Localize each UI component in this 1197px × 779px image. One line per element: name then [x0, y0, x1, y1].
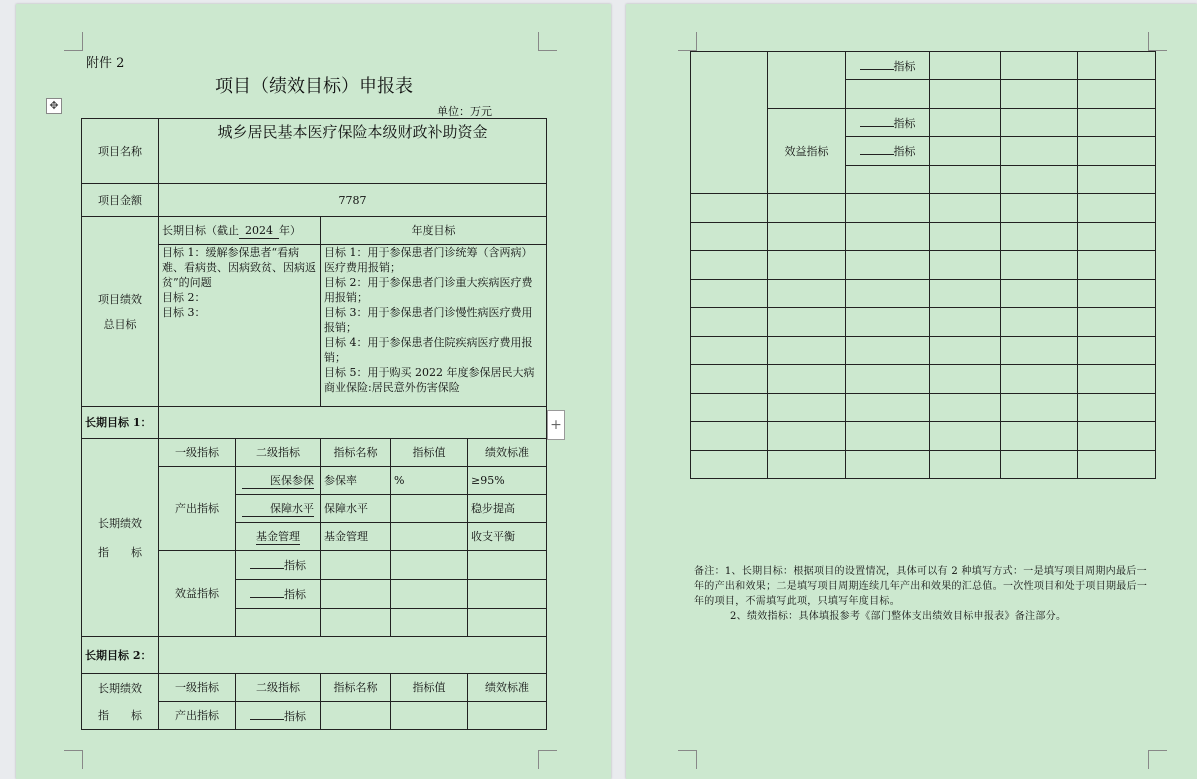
cell[interactable]: [1001, 166, 1078, 194]
cell[interactable]: [1078, 308, 1156, 337]
cell[interactable]: [1001, 308, 1078, 337]
cell[interactable]: [846, 394, 930, 422]
output-indicator-label: 产出指标: [159, 702, 236, 730]
cell[interactable]: [1078, 52, 1156, 80]
indicator-name[interactable]: [321, 702, 391, 730]
long-term-goal-2-value[interactable]: [159, 637, 547, 674]
indicator-value[interactable]: [391, 551, 468, 580]
project-name-value[interactable]: 城乡居民基本医疗保险本级财政补助资金: [159, 119, 547, 184]
indicator-suffix: 指标: [284, 588, 306, 601]
long-goal-3: 目标 3：: [162, 306, 206, 319]
cell[interactable]: [1078, 166, 1156, 194]
long-term-year[interactable]: 2024: [239, 223, 279, 239]
cell[interactable]: [1001, 280, 1078, 308]
add-row-icon[interactable]: +: [547, 410, 565, 440]
cell[interactable]: [846, 80, 930, 109]
crop-mark: [1148, 32, 1167, 51]
indicator-suffix: 指标: [893, 145, 916, 158]
annual-goal-3: 目标 3：用于参保患者门诊慢性病医疗费用报销；: [324, 306, 533, 334]
cell[interactable]: [930, 308, 1001, 337]
col-header: 一级指标: [159, 674, 236, 702]
footnote-2: 2、绩效指标：具体填报参考《部门整体支出绩效目标申报表》备注部分。: [730, 611, 1067, 622]
cell[interactable]: [768, 280, 846, 308]
indicator-name[interactable]: [321, 609, 391, 637]
continuation-table: [690, 51, 1156, 479]
long-term-header: [159, 217, 321, 245]
indicator-label-2: [82, 674, 159, 730]
cell[interactable]: [1078, 251, 1156, 280]
cell[interactable]: [1078, 223, 1156, 251]
cell[interactable]: [846, 251, 930, 280]
col-header: 指标名称: [321, 674, 391, 702]
cell[interactable]: [1001, 394, 1078, 422]
performance-standard[interactable]: [468, 609, 547, 637]
amount-label: 项目金额: [82, 184, 159, 217]
annual-goal-2: 目标 2：用于参保患者门诊重大疾病医疗费用报销；: [324, 276, 533, 304]
second-indicator: 医保参保: [242, 473, 314, 489]
output-indicator-label: 产出指标: [159, 467, 236, 551]
cell[interactable]: [1078, 109, 1156, 137]
benefit-indicator-label: 效益指标: [768, 109, 846, 194]
cell[interactable]: [930, 365, 1001, 394]
crop-mark: [64, 32, 83, 51]
footnote-1: 备注：1、长期目标：根据项目的设置情况，具体可以有 2 种填写方式：一是填写项目周期内最后一年的产出和效果；二是填写项目周期连续几年产出和效果的汇总值。一次性项目和处于项目期最后一年的项目，不需填写此项，只填写年度目标。: [694, 566, 1148, 607]
crop-mark: [538, 750, 557, 769]
second-indicator: 保障水平: [242, 501, 314, 517]
indicator-name[interactable]: 保障水平: [321, 495, 391, 523]
long-goal-1: 目标 1：缓解参保患者“看病难、看病贵、因病致贫、因病返贫”的问题: [162, 246, 316, 289]
cell[interactable]: [930, 422, 1001, 451]
second-indicator: 基金管理: [256, 529, 300, 543]
cell[interactable]: [1078, 80, 1156, 109]
long-term-goal-2-label: 长期目标 2：: [82, 637, 159, 674]
cell[interactable]: [691, 422, 768, 451]
cell[interactable]: [1001, 52, 1078, 80]
col-header: 二级指标: [236, 674, 321, 702]
indicator-value[interactable]: %: [391, 467, 468, 495]
cell[interactable]: [691, 223, 768, 251]
unit-label: 单位：万元: [437, 105, 492, 118]
col-header: 绩效标准: [468, 439, 547, 467]
benefit-indicator-label: 效益指标: [159, 551, 236, 637]
cell[interactable]: [930, 394, 1001, 422]
second-indicator-cell[interactable]: [236, 702, 321, 730]
cell[interactable]: [1001, 194, 1078, 223]
cell[interactable]: [846, 365, 930, 394]
cell[interactable]: [930, 337, 1001, 365]
cell[interactable]: [1001, 337, 1078, 365]
table-move-handle-icon[interactable]: ✥: [46, 98, 62, 114]
indicator-name[interactable]: [321, 580, 391, 609]
cell[interactable]: [1001, 223, 1078, 251]
footnote: [694, 564, 1152, 624]
indicator-value[interactable]: [391, 580, 468, 609]
cell[interactable]: [768, 337, 846, 365]
performance-standard[interactable]: 稳步提高: [468, 495, 547, 523]
cell[interactable]: [930, 223, 1001, 251]
cell[interactable]: [1078, 365, 1156, 394]
cell[interactable]: [768, 308, 846, 337]
cell[interactable]: [691, 451, 768, 479]
second-indicator-cell[interactable]: [236, 580, 321, 609]
indicator-value[interactable]: [391, 609, 468, 637]
indicator-suffix: 指标: [893, 59, 916, 73]
long-term-goals[interactable]: [159, 245, 321, 407]
crop-mark: [678, 750, 697, 769]
first-indicator-cell[interactable]: [691, 52, 768, 194]
cell[interactable]: [768, 451, 846, 479]
long-term-goal-1-value[interactable]: [159, 407, 547, 439]
annual-goal-4: 目标 4：用于参保患者住院疾病医疗费用报销；: [324, 336, 533, 364]
cell[interactable]: [846, 280, 930, 308]
col-header: 一级指标: [159, 439, 236, 467]
indicator-name[interactable]: [321, 551, 391, 580]
cell[interactable]: [768, 223, 846, 251]
amount-value[interactable]: 7787: [159, 184, 547, 217]
annual-goal-5: 目标 5：用于购买 2022 年度参保居民大病商业保险:居民意外伤害保险: [324, 366, 535, 394]
cell[interactable]: [1078, 194, 1156, 223]
cell[interactable]: [691, 194, 768, 223]
indicator-label-line2: 指 标: [98, 708, 142, 722]
attachment-label: 附件 2: [86, 56, 125, 71]
cell[interactable]: [846, 223, 930, 251]
cell[interactable]: [1001, 109, 1078, 137]
project-name-label: 项目名称: [82, 119, 159, 184]
application-form-table: [81, 118, 547, 730]
second-indicator-cell[interactable]: [846, 109, 930, 137]
second-indicator-cell[interactable]: [236, 551, 321, 580]
long-term-suffix: 年）: [279, 223, 301, 237]
cell[interactable]: [1001, 80, 1078, 109]
col-header: 指标值: [391, 674, 468, 702]
performance-standard[interactable]: [468, 580, 547, 609]
cell[interactable]: [768, 251, 846, 280]
cell[interactable]: [930, 451, 1001, 479]
indicator-label: [82, 439, 159, 637]
cell[interactable]: [768, 422, 846, 451]
indicator-label-line1: 长期绩效: [98, 681, 142, 695]
indicator-value[interactable]: [391, 702, 468, 730]
cell[interactable]: [930, 52, 1001, 80]
annual-goal-1: 目标 1：用于参保患者门诊统筹（含两病）医疗费用报销；: [324, 246, 533, 274]
performance-standard[interactable]: [468, 702, 547, 730]
benefit-cell[interactable]: [768, 52, 846, 109]
cell[interactable]: [930, 166, 1001, 194]
cell[interactable]: [930, 194, 1001, 223]
cell[interactable]: [1001, 251, 1078, 280]
second-indicator-cell[interactable]: [236, 523, 321, 551]
overall-goal-label: [82, 217, 159, 407]
cell[interactable]: [1078, 337, 1156, 365]
crop-mark: [538, 32, 557, 51]
col-header: 指标名称: [321, 439, 391, 467]
page-title: 项目（绩效目标）申报表: [215, 76, 413, 97]
cell[interactable]: [1078, 137, 1156, 166]
cell[interactable]: [846, 337, 930, 365]
cell[interactable]: [930, 251, 1001, 280]
indicator-name[interactable]: 参保率: [321, 467, 391, 495]
long-term-prefix: 长期目标（截止: [162, 223, 239, 237]
second-indicator-cell[interactable]: [236, 467, 321, 495]
second-indicator-cell[interactable]: [846, 52, 930, 80]
indicator-value[interactable]: [391, 523, 468, 551]
cell[interactable]: [1078, 422, 1156, 451]
long-goal-2: 目标 2：: [162, 291, 206, 304]
cell[interactable]: [691, 251, 768, 280]
indicator-label-line2: 指 标: [98, 545, 142, 559]
indicator-label-line1: 长期绩效: [98, 516, 142, 530]
cell[interactable]: [1001, 365, 1078, 394]
crop-mark: [64, 750, 83, 769]
cell[interactable]: [691, 394, 768, 422]
overall-label-line1: 项目绩效: [98, 292, 142, 306]
cell[interactable]: [1001, 422, 1078, 451]
cell[interactable]: [1078, 280, 1156, 308]
cell[interactable]: [768, 365, 846, 394]
crop-mark: [1148, 750, 1167, 769]
second-indicator-cell[interactable]: [236, 609, 321, 637]
performance-standard[interactable]: 收支平衡: [468, 523, 547, 551]
cell[interactable]: [930, 280, 1001, 308]
second-indicator-cell[interactable]: [846, 137, 930, 166]
cell[interactable]: [930, 109, 1001, 137]
cell[interactable]: [846, 166, 930, 194]
cell[interactable]: [1078, 394, 1156, 422]
col-header: 绩效标准: [468, 674, 547, 702]
indicator-name[interactable]: 基金管理: [321, 523, 391, 551]
performance-standard[interactable]: ≥95%: [468, 467, 547, 495]
indicator-suffix: 指标: [893, 116, 916, 130]
cell[interactable]: [930, 137, 1001, 166]
cell[interactable]: [1001, 451, 1078, 479]
col-header: 指标值: [391, 439, 468, 467]
cell[interactable]: [768, 194, 846, 223]
cell[interactable]: [846, 422, 930, 451]
cell[interactable]: [846, 451, 930, 479]
cell[interactable]: [768, 394, 846, 422]
long-term-goal-1-label: 长期目标 1：: [82, 407, 159, 439]
annual-goal-header: 年度目标: [321, 217, 547, 245]
cell[interactable]: [691, 280, 768, 308]
second-indicator-cell[interactable]: [236, 495, 321, 523]
performance-standard[interactable]: [468, 551, 547, 580]
indicator-value[interactable]: [391, 495, 468, 523]
cell[interactable]: [691, 337, 768, 365]
col-header: 二级指标: [236, 439, 321, 467]
crop-mark: [678, 32, 697, 51]
cell[interactable]: [1078, 451, 1156, 479]
cell[interactable]: [846, 308, 930, 337]
indicator-suffix: 指标: [284, 709, 306, 723]
annual-goals[interactable]: [321, 245, 547, 407]
cell[interactable]: [1001, 137, 1078, 166]
overall-label-line2: 总目标: [103, 317, 137, 331]
cell[interactable]: [691, 308, 768, 337]
cell[interactable]: [846, 194, 930, 223]
cell[interactable]: [930, 80, 1001, 109]
cell[interactable]: [691, 365, 768, 394]
indicator-suffix: 指标: [284, 559, 306, 572]
